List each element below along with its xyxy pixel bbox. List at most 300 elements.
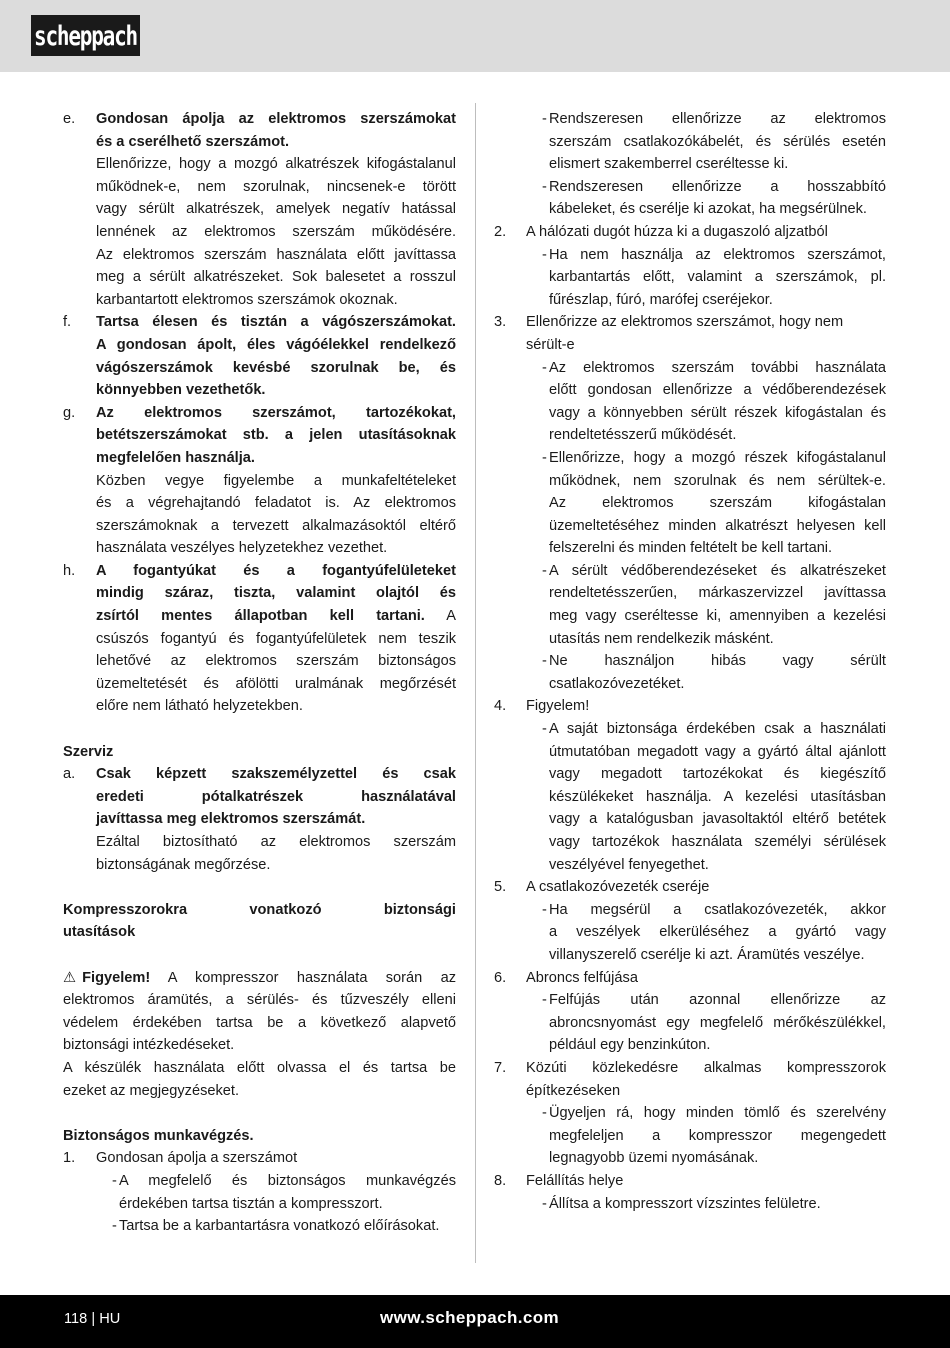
line-text bbox=[549, 198, 886, 221]
line-text bbox=[96, 311, 456, 334]
body-text: Állítsa a kompresszort vízszintes felületre. bbox=[549, 1195, 821, 1212]
text-line bbox=[494, 289, 886, 312]
language-code: HU bbox=[99, 1311, 121, 1327]
body-text: vagy megadott tartozékokat és kiegészítő bbox=[549, 766, 886, 783]
line-text bbox=[549, 492, 886, 515]
text-line bbox=[63, 198, 456, 221]
body-text: fűrészlap, fúró, marófej cseréjekor. bbox=[549, 291, 773, 308]
right-column bbox=[494, 108, 886, 1215]
line-text bbox=[96, 537, 456, 560]
body-text: Ne használjon hibás vagy sérült bbox=[549, 653, 886, 670]
text-line bbox=[63, 854, 456, 877]
body-text: Közben vegye figyelembe a munkafeltételeket bbox=[96, 472, 456, 489]
body-text: elektromos áramütés, a sérülés- és tűzveszély elleni bbox=[63, 992, 456, 1009]
body-text: A megfelelő és biztonságos munkavégzés bbox=[119, 1172, 456, 1189]
body-text: szerszám csatlakozókábelét, és sérülés esetén bbox=[549, 133, 886, 150]
line-text bbox=[119, 1170, 456, 1193]
body-text: Tartsa be a karbantartásra vonatkozó előírásokat. bbox=[119, 1218, 440, 1235]
text-line bbox=[494, 1080, 886, 1103]
line-text bbox=[96, 605, 456, 628]
text-line bbox=[494, 492, 886, 515]
text-line bbox=[63, 831, 456, 854]
header-bar bbox=[0, 0, 950, 72]
text-line bbox=[63, 289, 456, 312]
line-text bbox=[63, 1080, 456, 1103]
line-text bbox=[96, 515, 456, 538]
text-line bbox=[494, 515, 886, 538]
line-text bbox=[549, 424, 886, 447]
text-line bbox=[63, 989, 456, 1012]
body-text: vagy a könnyebben sérült részek kifogástalan és bbox=[549, 404, 886, 421]
line-text bbox=[549, 289, 886, 312]
body-text: A csatlakozóvezeték cseréje bbox=[526, 879, 710, 896]
text-line bbox=[63, 402, 456, 425]
body-text: Ellenőrizze az elektromos szerszámot, hogy nem bbox=[526, 314, 844, 331]
body-text: veszélyével fenyegethet. bbox=[549, 856, 709, 873]
list-label: g. bbox=[63, 404, 76, 421]
line-text bbox=[96, 379, 456, 402]
body-text: üzemeltetéséhez minden alkatrészt helyesen kell bbox=[549, 517, 886, 534]
line-text bbox=[549, 786, 886, 809]
text-line bbox=[494, 153, 886, 176]
line-text bbox=[549, 537, 886, 560]
bold-text: Szerviz bbox=[63, 743, 114, 760]
text-line bbox=[494, 628, 886, 651]
text-line bbox=[494, 989, 886, 1012]
body-text: biztonsági intézkedéseket. bbox=[63, 1037, 235, 1054]
text-line bbox=[63, 628, 456, 651]
line-text bbox=[96, 153, 456, 176]
line-text bbox=[119, 1193, 456, 1216]
text-line bbox=[494, 741, 886, 764]
line-text bbox=[526, 1170, 886, 1193]
text-line bbox=[494, 763, 886, 786]
list-label: 1. bbox=[63, 1150, 76, 1167]
text-line bbox=[494, 1193, 886, 1216]
body-text: felszerelni és minden feltételt be kell tartani. bbox=[549, 540, 833, 557]
dash-marker: - bbox=[112, 1218, 117, 1235]
body-text: Közúti közlekedésre alkalmas kompresszorok bbox=[526, 1059, 886, 1076]
text-line bbox=[494, 447, 886, 470]
line-text bbox=[526, 1057, 886, 1080]
line-text bbox=[526, 695, 886, 718]
text-line bbox=[63, 153, 456, 176]
body-text: Rendszeresen ellenőrizze a hosszabbító bbox=[549, 178, 886, 195]
text-line bbox=[63, 899, 456, 922]
body-text: Gondosan ápolja a szerszámot bbox=[96, 1150, 298, 1167]
text-line bbox=[494, 899, 886, 922]
text-line bbox=[63, 1080, 456, 1103]
body-text: A készülék használata előtt olvassa el és tartsa be bbox=[63, 1059, 456, 1076]
line-text bbox=[63, 899, 456, 922]
warning-icon: ⚠ bbox=[63, 969, 77, 986]
line-text bbox=[63, 1034, 456, 1057]
bold-text: Kompresszorokra vonatkozó biztonsági bbox=[63, 901, 456, 918]
text-line bbox=[494, 786, 886, 809]
dash-marker: - bbox=[542, 111, 547, 127]
text-line bbox=[63, 515, 456, 538]
text-line bbox=[494, 560, 886, 583]
list-label: 4. bbox=[494, 698, 507, 715]
body-text: vagy sérült alkatrészek, amelyek negatív hatással bbox=[96, 201, 456, 218]
line-text bbox=[549, 673, 886, 696]
body-text: csúszós fogantyú és fogantyúfelületek nem teszik bbox=[96, 630, 456, 647]
body-text: Ha megsérül a csatlakozóvezeték, akkor bbox=[549, 901, 886, 918]
body-text: villanyszerelő cserélje ki azt. Áramütés veszélye. bbox=[549, 946, 865, 963]
left-column bbox=[63, 108, 456, 1238]
page-number-block bbox=[64, 1311, 120, 1327]
text-line bbox=[63, 492, 456, 515]
text-line bbox=[494, 1012, 886, 1035]
line-text bbox=[549, 1125, 886, 1148]
bold-text: eredeti pótalkatrészek használatával bbox=[96, 788, 456, 805]
body-text: Az elektromos szerszám használata előtt javíttassa bbox=[96, 246, 456, 263]
bold-text: vágószerszámok kevésbé szorulnak be, és bbox=[96, 359, 456, 376]
list-label: 3. bbox=[494, 314, 507, 331]
text-line bbox=[494, 379, 886, 402]
bold-text: A gondosan ápolt, éles vágóélekkel rendelkező bbox=[96, 336, 456, 353]
dash-marker: - bbox=[542, 178, 547, 195]
line-text bbox=[549, 921, 886, 944]
body-text: szerszámoknak a tervezett alkalmazásoktól eltérő bbox=[96, 517, 456, 534]
body-text: érdekében tartsa tisztán a kompresszort. bbox=[119, 1195, 383, 1212]
line-text bbox=[526, 221, 886, 244]
body-text: például egy benzinkúton. bbox=[549, 1037, 711, 1054]
text-line bbox=[63, 695, 456, 718]
footer-bar bbox=[0, 1295, 950, 1348]
body-text: Ha nem használja az elektromos szerszámot, bbox=[549, 246, 886, 263]
text-line bbox=[63, 1012, 456, 1035]
text-line bbox=[494, 424, 886, 447]
line-text bbox=[63, 1012, 456, 1035]
dash-marker: - bbox=[542, 992, 547, 1009]
text-line bbox=[63, 1193, 456, 1216]
line-text bbox=[63, 921, 456, 944]
text-line bbox=[494, 831, 886, 854]
line-text bbox=[96, 854, 456, 877]
text-line bbox=[63, 131, 456, 154]
body-text: Ellenőrizze, hogy a mozgó részek kifogástalanul bbox=[549, 449, 886, 466]
body-text: építkezéseken bbox=[526, 1082, 621, 1099]
body-text: ezeket az megjegyzéseket. bbox=[63, 1082, 240, 1099]
page-number: 118 bbox=[64, 1311, 88, 1327]
website-link[interactable]: www.scheppach.com bbox=[380, 1308, 560, 1327]
list-label: f. bbox=[63, 314, 72, 331]
spacer bbox=[63, 718, 456, 741]
line-text bbox=[549, 402, 886, 425]
text-line bbox=[63, 221, 456, 244]
body-text: A hálózati dugót húzza ki a dugaszoló aljzatból bbox=[526, 223, 828, 240]
body-text: A kompresszor használata során az bbox=[150, 969, 456, 986]
text-line bbox=[494, 1102, 886, 1125]
bold-text: Gondosan ápolja az elektromos szerszámokat bbox=[96, 111, 456, 127]
body-text: működnek-e, nem szorulnak, nincsenek-e törött bbox=[96, 178, 456, 195]
text-line bbox=[494, 221, 886, 244]
dash-marker: - bbox=[542, 449, 547, 466]
dash-marker: - bbox=[542, 359, 547, 376]
body-text: útmutatóban megadott vagy a gyártó által ajánlott bbox=[549, 743, 886, 760]
body-text: karbantartás előtt, valamint a szerszámok, pl. bbox=[549, 269, 886, 286]
line-text bbox=[549, 628, 886, 651]
text-line bbox=[63, 763, 456, 786]
line-text bbox=[96, 334, 456, 357]
text-line bbox=[63, 673, 456, 696]
text-line bbox=[494, 1057, 886, 1080]
body-text: használata veszélyes helyzetekhez vezethet. bbox=[96, 540, 388, 557]
bold-text: Biztonságos munkavégzés. bbox=[63, 1127, 254, 1144]
text-line bbox=[63, 357, 456, 380]
list-label: 5. bbox=[494, 879, 507, 896]
text-line bbox=[63, 334, 456, 357]
body-text: működnek, nem szorulnak és nem sérültek-e. bbox=[549, 472, 886, 489]
line-text bbox=[549, 899, 886, 922]
text-line bbox=[494, 854, 886, 877]
text-line bbox=[494, 944, 886, 967]
text-line bbox=[63, 1125, 456, 1148]
text-line bbox=[494, 334, 886, 357]
line-text bbox=[549, 854, 886, 877]
text-line bbox=[63, 560, 456, 583]
body-text: legnagyobb üzemi nyomásának. bbox=[549, 1150, 759, 1167]
list-label: 2. bbox=[494, 223, 507, 240]
line-text bbox=[96, 176, 456, 199]
line-text bbox=[96, 650, 456, 673]
list-label: 6. bbox=[494, 969, 507, 986]
line-text bbox=[526, 1080, 886, 1103]
body-text: Figyelem! bbox=[526, 698, 590, 715]
body-text: biztonságának megőrzése. bbox=[96, 856, 271, 873]
body-text: A sérült védőberendezéseket és alkatrészeket bbox=[549, 562, 886, 579]
dash-marker: - bbox=[542, 1105, 547, 1122]
line-text bbox=[549, 244, 886, 267]
text-line bbox=[494, 1125, 886, 1148]
text-line bbox=[494, 470, 886, 493]
text-line bbox=[63, 921, 456, 944]
line-text bbox=[549, 1034, 886, 1057]
logo-text: scheppach bbox=[34, 20, 137, 51]
text-line bbox=[63, 266, 456, 289]
line-text bbox=[549, 447, 886, 470]
body-text: megfeleljen a kompresszor megengedett bbox=[549, 1127, 886, 1144]
body-text: A bbox=[424, 608, 456, 625]
body-text: rendeltetésszerű működését. bbox=[549, 427, 737, 444]
body-text: Felfújás után azonnal ellenőrizze az bbox=[549, 992, 886, 1009]
line-text bbox=[549, 582, 886, 605]
body-text: Abroncs felfújása bbox=[526, 969, 638, 986]
text-line bbox=[63, 808, 456, 831]
dash-marker: - bbox=[542, 721, 547, 738]
body-text: és a végrehajtandó feladatot is. Az elektromos bbox=[96, 495, 456, 512]
line-text bbox=[96, 560, 456, 583]
text-line bbox=[494, 650, 886, 673]
body-text: rendeltetésszerűen, márkaszervizzel javíttassa bbox=[549, 585, 886, 602]
line-text bbox=[526, 334, 886, 357]
text-line bbox=[63, 379, 456, 402]
line-text bbox=[96, 808, 456, 831]
line-text bbox=[549, 989, 886, 1012]
text-line bbox=[494, 176, 886, 199]
text-line bbox=[494, 311, 886, 334]
body-text: Az elektromos szerszám kifogástalan bbox=[549, 495, 886, 512]
body-text: csatlakozóvezetéket. bbox=[549, 675, 685, 692]
bold-text: zsírtól mentes állapotban kell tartani. bbox=[96, 608, 425, 625]
line-text bbox=[96, 402, 456, 425]
text-line bbox=[494, 402, 886, 425]
body-text: kábeleket, és cserélje ki azokat, ha megsérülnek. bbox=[549, 201, 867, 218]
text-line bbox=[63, 605, 456, 628]
line-text bbox=[96, 695, 456, 718]
list-label: e. bbox=[63, 111, 76, 127]
text-line bbox=[494, 582, 886, 605]
line-text bbox=[96, 628, 456, 651]
bold-text: Csak képzett szakszemélyzettel és csak bbox=[96, 766, 456, 783]
column-divider bbox=[475, 103, 476, 1263]
text-line bbox=[63, 1147, 456, 1170]
text-line bbox=[63, 650, 456, 673]
line-text bbox=[96, 786, 456, 809]
line-text bbox=[96, 131, 456, 154]
text-line bbox=[63, 967, 456, 990]
body-text: vagy tartozékok használata személyi sérülések bbox=[549, 834, 886, 850]
scheppach-logo[interactable] bbox=[31, 15, 140, 56]
line-text bbox=[549, 470, 886, 493]
line-text bbox=[526, 876, 886, 899]
body-text: Ellenőrizze, hogy a mozgó alkatrészek kifogástalanul bbox=[96, 156, 456, 173]
line-text bbox=[96, 470, 456, 493]
line-text bbox=[549, 831, 886, 854]
text-line bbox=[494, 605, 886, 628]
bold-text: Figyelem! bbox=[82, 969, 151, 986]
list-label: 8. bbox=[494, 1172, 507, 1189]
line-text bbox=[96, 244, 456, 267]
line-text bbox=[63, 1057, 456, 1080]
line-text bbox=[549, 153, 886, 176]
dash-marker: - bbox=[542, 246, 547, 263]
line-text bbox=[96, 673, 456, 696]
line-text bbox=[96, 763, 456, 786]
text-line bbox=[63, 108, 456, 131]
line-text bbox=[96, 831, 456, 854]
text-line bbox=[494, 244, 886, 267]
body-text: lehetővé az elektromos szerszám biztonságos bbox=[96, 653, 456, 670]
line-text bbox=[549, 1193, 886, 1216]
body-text: lennének az elektromos szerszám működésére. bbox=[96, 223, 456, 240]
text-line bbox=[494, 198, 886, 221]
bold-text: és a cserélhető szerszámot. bbox=[96, 133, 290, 150]
spacer bbox=[63, 1102, 456, 1125]
line-text bbox=[96, 582, 456, 605]
body-text: üzemeltetését és afölötti uralmának megőrzését bbox=[96, 675, 456, 692]
body-text: előre nem látható helyzetekben. bbox=[96, 698, 303, 715]
text-line bbox=[494, 876, 886, 899]
bold-text: utasítások bbox=[63, 924, 136, 941]
line-text bbox=[96, 266, 456, 289]
bold-text: javíttassa meg elektromos szerszámát. bbox=[96, 811, 366, 828]
body-text: utasítás nem rendelkezik másként. bbox=[549, 630, 774, 647]
text-line bbox=[63, 470, 456, 493]
text-line bbox=[494, 808, 886, 831]
line-text bbox=[549, 515, 886, 538]
list-label: 7. bbox=[494, 1059, 507, 1076]
text-line bbox=[63, 424, 456, 447]
bold-text: könnyebben vezethetők. bbox=[96, 382, 266, 399]
line-text bbox=[63, 741, 456, 764]
body-text: vagy a katalógusban javasoltaktól eltérő betétek bbox=[549, 811, 886, 828]
text-line bbox=[63, 1034, 456, 1057]
body-text: meg vagy cseréltesse ki, amennyiben a kezelési bbox=[549, 608, 886, 625]
text-line bbox=[63, 447, 456, 470]
dash-marker: - bbox=[542, 1195, 547, 1212]
text-line bbox=[494, 131, 886, 154]
body-text: Ügyeljen rá, hogy minden tömlő és szerelvény bbox=[549, 1105, 886, 1122]
line-text bbox=[549, 266, 886, 289]
bold-text: Tartsa élesen és tisztán a vágószerszámokat. bbox=[96, 314, 456, 331]
text-line bbox=[494, 266, 886, 289]
spacer bbox=[63, 876, 456, 899]
body-text: Az elektromos szerszám további használata bbox=[549, 359, 886, 376]
line-text bbox=[63, 967, 456, 990]
text-line bbox=[494, 673, 886, 696]
dash-marker: - bbox=[112, 1172, 117, 1189]
text-line bbox=[494, 108, 886, 131]
text-line bbox=[63, 582, 456, 605]
line-text bbox=[549, 560, 886, 583]
text-line bbox=[63, 537, 456, 560]
body-text: karbantartott elektromos szerszámok okoznak. bbox=[96, 291, 398, 308]
line-text bbox=[96, 1147, 456, 1170]
body-text: elismert szakemberrel cseréltesse ki. bbox=[549, 156, 789, 173]
bold-text: betétszerszámokat stb. a jelen utasításoknak bbox=[96, 427, 456, 444]
body-text: abroncsnyomást egy megfelelő mérőkészülékkel, bbox=[549, 1014, 886, 1031]
line-text bbox=[549, 718, 886, 741]
line-text bbox=[549, 131, 886, 154]
page-separator: | bbox=[91, 1311, 96, 1327]
line-text bbox=[549, 650, 886, 673]
body-text: Rendszeresen ellenőrizze az elektromos bbox=[549, 111, 886, 127]
line-text bbox=[549, 944, 886, 967]
text-line bbox=[494, 718, 886, 741]
line-text bbox=[549, 808, 886, 831]
bold-text: mindig száraz, tiszta, valamint olajtól és bbox=[96, 585, 456, 602]
text-line bbox=[494, 695, 886, 718]
body-text: a veszélyek elkerüléséhez a gyártó vagy bbox=[549, 924, 886, 941]
line-text bbox=[96, 198, 456, 221]
line-text bbox=[549, 1102, 886, 1125]
body-text: Ezáltal biztosítható az elektromos szerszám bbox=[96, 834, 456, 850]
body-text: védelem érdekében tartsa be a következő alapvető bbox=[63, 1014, 456, 1031]
list-label: a. bbox=[63, 766, 76, 783]
line-text bbox=[63, 1125, 456, 1148]
dash-marker: - bbox=[542, 653, 547, 670]
line-text bbox=[549, 605, 886, 628]
line-text bbox=[549, 108, 886, 131]
spacer bbox=[63, 944, 456, 967]
text-line bbox=[63, 176, 456, 199]
bold-text: A fogantyúkat és a fogantyúfelületeket bbox=[96, 562, 456, 579]
text-line bbox=[494, 357, 886, 380]
list-label: h. bbox=[63, 562, 76, 579]
text-line bbox=[494, 921, 886, 944]
text-line bbox=[494, 537, 886, 560]
bold-text: megfelelően használja. bbox=[96, 449, 255, 466]
line-text bbox=[549, 176, 886, 199]
bold-text: Az elektromos szerszámot, tartozékokat, bbox=[96, 404, 456, 421]
dash-marker: - bbox=[542, 901, 547, 918]
line-text bbox=[549, 379, 886, 402]
text-line bbox=[63, 1170, 456, 1193]
line-text bbox=[526, 311, 886, 334]
body-text: előtt gondosan ellenőrizze a védőberendezések bbox=[549, 382, 886, 399]
